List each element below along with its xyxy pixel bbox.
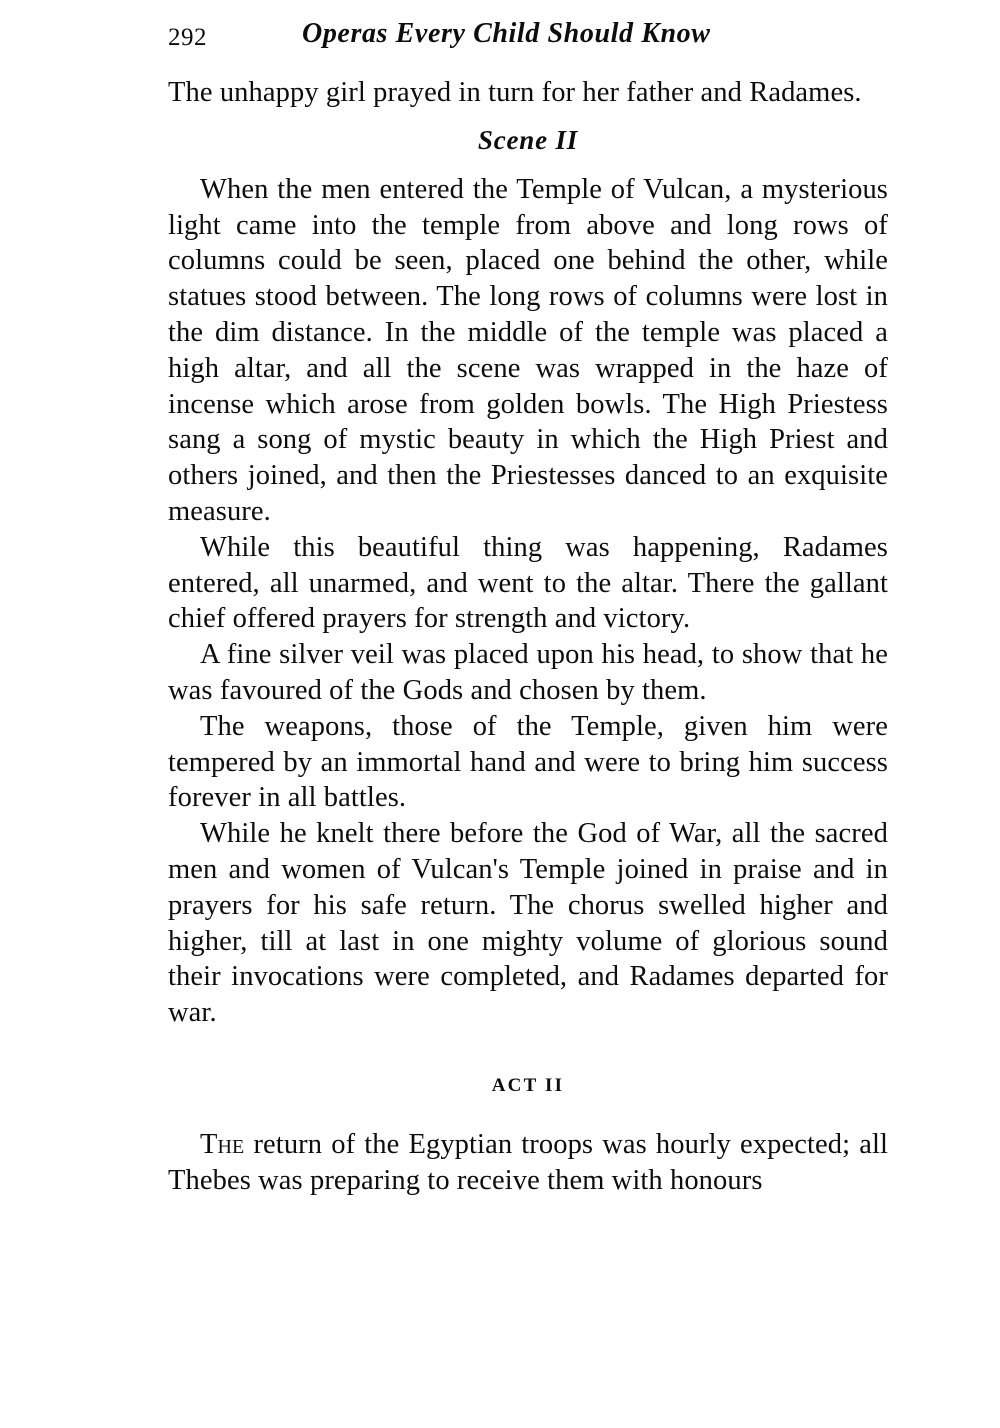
page-body [168, 75, 888, 1199]
page-header [168, 18, 892, 58]
paragraph-scene2-3: A fine silver veil was placed upon his head, to show that he was favoured of the Gods and chosen by them. [168, 639, 888, 706]
paragraph-opening: The unhappy girl prayed in turn for her father and Radames. [168, 77, 862, 108]
drop-small-caps: The [200, 1128, 245, 1160]
scene-heading: Scene II [477, 124, 579, 155]
paragraph-scene2-2: While this beautiful thing was happening, Radames entered, all unarmed, and went to the altar. There the gallant chief offered prayers for strength and victory. [168, 531, 888, 635]
page-number: 292 [168, 24, 207, 51]
paragraph-scene2-1: When the men entered the Temple of Vulcan, a mysterious light came into the temple from above and long rows of columns could be seen, placed one behind the other, while statues stood between. The long rows of columns were lost in the dim distance. In the middle of the temple was placed a high altar, and all the scene was wrapped in the haze of incense which arose from golden bowls. The High Priestess sang a song of mystic beauty in which the High Priest and others joined, and then the Priestesses danced to an exquisite measure. [168, 173, 888, 527]
act-heading: ACT II [491, 1074, 565, 1096]
running-title: Operas Every Child Should Know [302, 18, 711, 49]
paragraph-scene2-4: The weapons, those of the Temple, given him were tempered by an immortal hand and were to bring him success forever in all battles. [168, 710, 888, 814]
paragraph-act2-1-rest: return of the Egyptian troops was hourly expected; all Thebes was preparing to receive them with honours [168, 1128, 888, 1196]
paragraph-scene2-5: While he knelt there before the God of War, all the sacred men and women of Vulcan's Temple joined in praise and in prayers for his safe return. The chorus swelled higher and higher, till at last in one mighty volume of glorious sound their invocations were completed, and Radames departed for war. [168, 818, 888, 1029]
paragraph-act2-1 [168, 1127, 888, 1199]
